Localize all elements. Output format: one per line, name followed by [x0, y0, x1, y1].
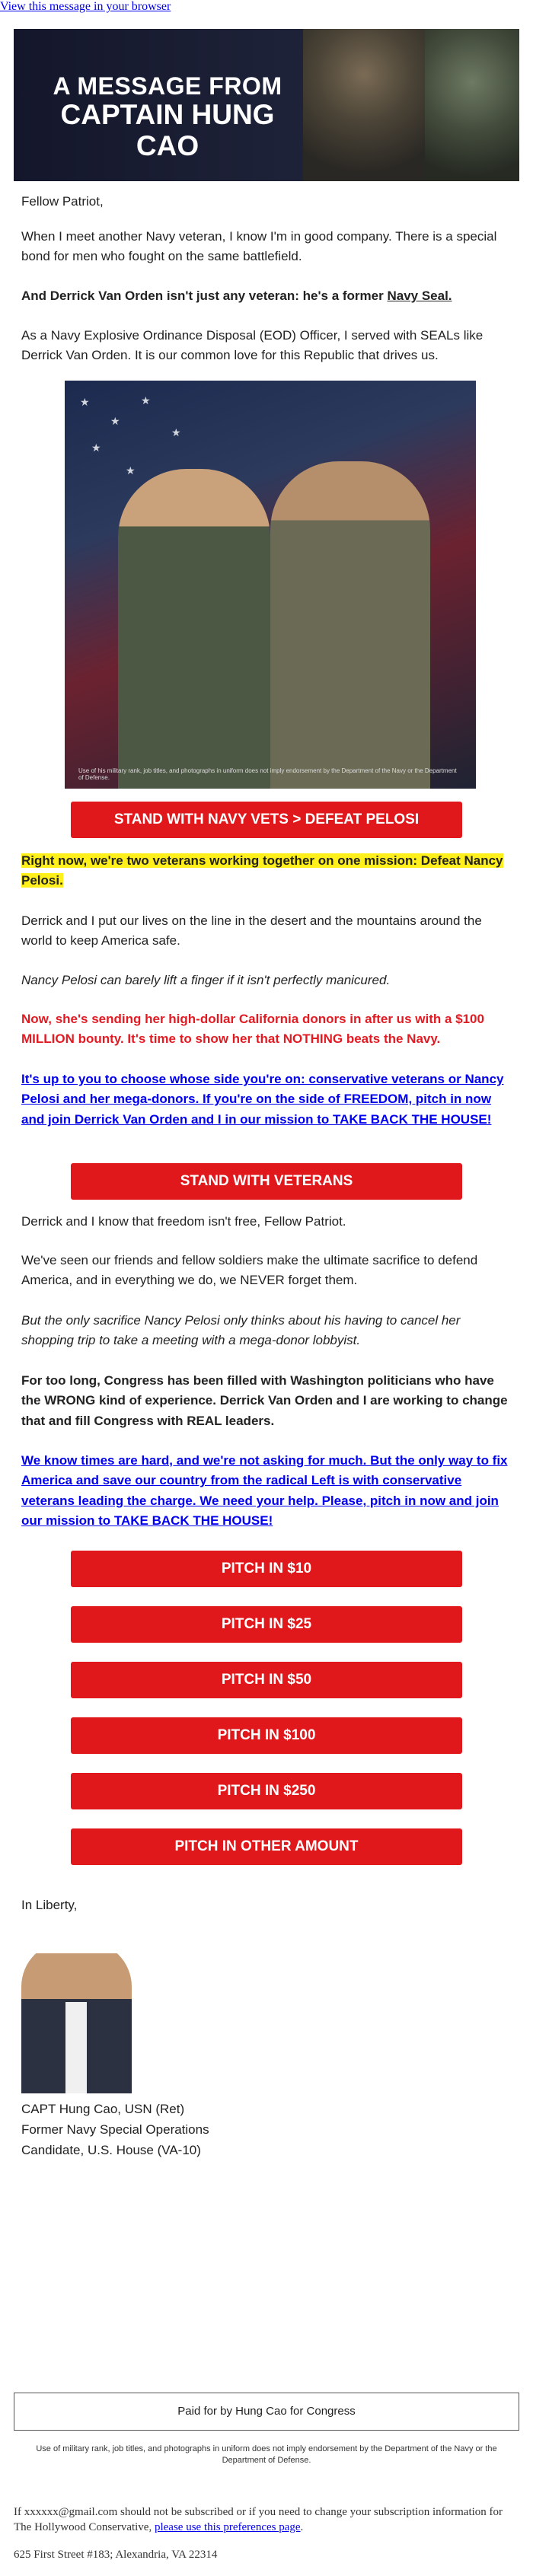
paragraph-lives-on-line: Derrick and I put our lives on the line in the desert and the mountains around the world to keep America safe. — [21, 913, 482, 948]
unsubscribe-text: If xxxxxx@gmail.com should not be subscribed or if you need to change your subscription information for The Hollywood Conservative, — [14, 2506, 503, 2534]
paragraph-mission — [21, 851, 512, 891]
pitch-in-250-button[interactable]: PITCH IN $250 — [71, 1773, 462, 1809]
stand-with-veterans-button[interactable]: STAND WITH VETERANS — [71, 1163, 462, 1200]
star-icon: ★ — [126, 464, 136, 477]
signature-title: Former Navy Special Operations — [21, 2122, 209, 2137]
paragraph-eod-officer: As a Navy Explosive Ordinance Disposal (EOD) Officer, I served with SEALs like Derrick Van Orden. It is our common love for this Republic that drives us. — [21, 328, 484, 363]
photo-veterans[interactable] — [65, 381, 476, 789]
signature-photo — [21, 1941, 132, 2093]
photo-caption: Use of his military rank, job titles, and photographs in uniform does not imply endorsement by the Department of the Navy or the Department of Defense. — [78, 767, 457, 781]
greeting: Fellow Patriot, — [21, 194, 104, 209]
star-icon: ★ — [141, 394, 151, 406]
pitch-in-50-button[interactable]: PITCH IN $50 — [71, 1662, 462, 1698]
paragraph-navy-veteran: When I meet another Navy veteran, I know I'm in good company. There is a special bond for men who fought on the same battlefield. — [21, 229, 497, 264]
star-icon: ★ — [110, 415, 120, 427]
paragraph-choose-side — [21, 1070, 512, 1130]
navy-seal-link[interactable]: Navy Seal. — [387, 289, 452, 303]
star-icon: ★ — [171, 426, 181, 438]
banner-title-line2: CAPTAIN HUNG CAO — [60, 99, 275, 161]
star-icon: ★ — [80, 396, 90, 408]
banner-photo-hung-cao — [303, 29, 425, 181]
signature-candidacy: Candidate, U.S. House (VA-10) — [21, 2143, 201, 2157]
preferences-page-link[interactable]: please use this preferences page — [154, 2521, 301, 2534]
photo-figure-derrick — [118, 469, 270, 789]
unsubscribe-suffix: . — [300, 2521, 304, 2534]
paragraph-sacrifice: We've seen our friends and fellow soldiers make the ultimate sacrifice to defend America, and in everything we do, we NEVER forget them. — [21, 1253, 478, 1288]
times-hard-link[interactable]: We know times are hard, and we're not asking for much. But the only way to fix America and save our country from the radical Left is with conservative veterans leading the charge. We need your help. Please, pitch in now and join our mission to TAKE BACK THE HOUSE! — [21, 1453, 508, 1529]
pitch-in-25-button[interactable]: PITCH IN $25 — [71, 1606, 462, 1643]
paragraph-bounty: Now, she's sending her high-dollar California donors in after us with a $100 MILLION bounty. It's time to show her that NOTHING beats the Navy. — [21, 1012, 484, 1047]
stand-with-navy-vets-button[interactable]: STAND WITH NAVY VETS > DEFEAT PELOSI — [71, 802, 462, 838]
paid-for-box: Paid for by Hung Cao for Congress — [14, 2393, 519, 2431]
signature-name: CAPT Hung Cao, USN (Ret) — [21, 2102, 185, 2116]
star-icon: ★ — [91, 442, 101, 454]
paragraph-derrick-intro-text: And Derrick Van Orden isn't just any veteran: he's a former — [21, 289, 388, 303]
paragraph-pelosi-sacrifice: But the only sacrifice Nancy Pelosi only thinks about his having to cancel her shopping trip to take a meeting with a mega-donor lobbyist. — [21, 1313, 461, 1348]
unsubscribe-notice — [14, 2504, 519, 2536]
mailing-address: 625 First Street #183; Alexandria, VA 22314 — [14, 2549, 218, 2561]
pitch-in-other-button[interactable]: PITCH IN OTHER AMOUNT — [71, 1828, 462, 1865]
paragraph-freedom: Derrick and I know that freedom isn't free, Fellow Patriot. — [21, 1214, 346, 1229]
paragraph-pelosi-finger: Nancy Pelosi can barely lift a finger if it isn't perfectly manicured. — [21, 973, 391, 987]
banner-photo-soldier — [425, 29, 519, 181]
paragraph-times-hard — [21, 1451, 512, 1531]
photo-figure-hung — [270, 461, 430, 789]
banner-title — [30, 73, 305, 162]
paragraph-mission-highlight: Right now, we're two veterans working together on one mission: Defeat Nancy Pelosi. — [21, 853, 503, 888]
view-in-browser-link[interactable]: View this message in your browser — [0, 0, 171, 13]
header-banner — [14, 29, 519, 181]
closing: In Liberty, — [21, 1898, 78, 1912]
paragraph-congress: For too long, Congress has been filled with Washington politicians who have the WRONG kind of experience. Derrick Van Orden and I are working to change that and fill Congress with REAL leaders. — [21, 1373, 508, 1428]
choose-side-link[interactable]: It's up to you to choose whose side you're on: conservative veterans or Nancy Pelosi and her mega-donors. If you're on the side of FREEDOM, pitch in now and join Derrick Van Orden and I in our mission to TAKE BACK THE HOUSE! — [21, 1072, 504, 1127]
signature-photo-shirt — [65, 2002, 87, 2093]
pitch-in-10-button[interactable]: PITCH IN $10 — [71, 1551, 462, 1587]
pitch-in-100-button[interactable]: PITCH IN $100 — [71, 1717, 462, 1754]
banner-title-line1: A MESSAGE FROM — [53, 72, 282, 100]
paragraph-derrick-intro — [21, 286, 512, 306]
footer-disclaimer: Use of military rank, job titles, and photographs in uniform does not imply endorsement by the Department of the Navy or the Department of Defense. — [36, 2444, 497, 2466]
